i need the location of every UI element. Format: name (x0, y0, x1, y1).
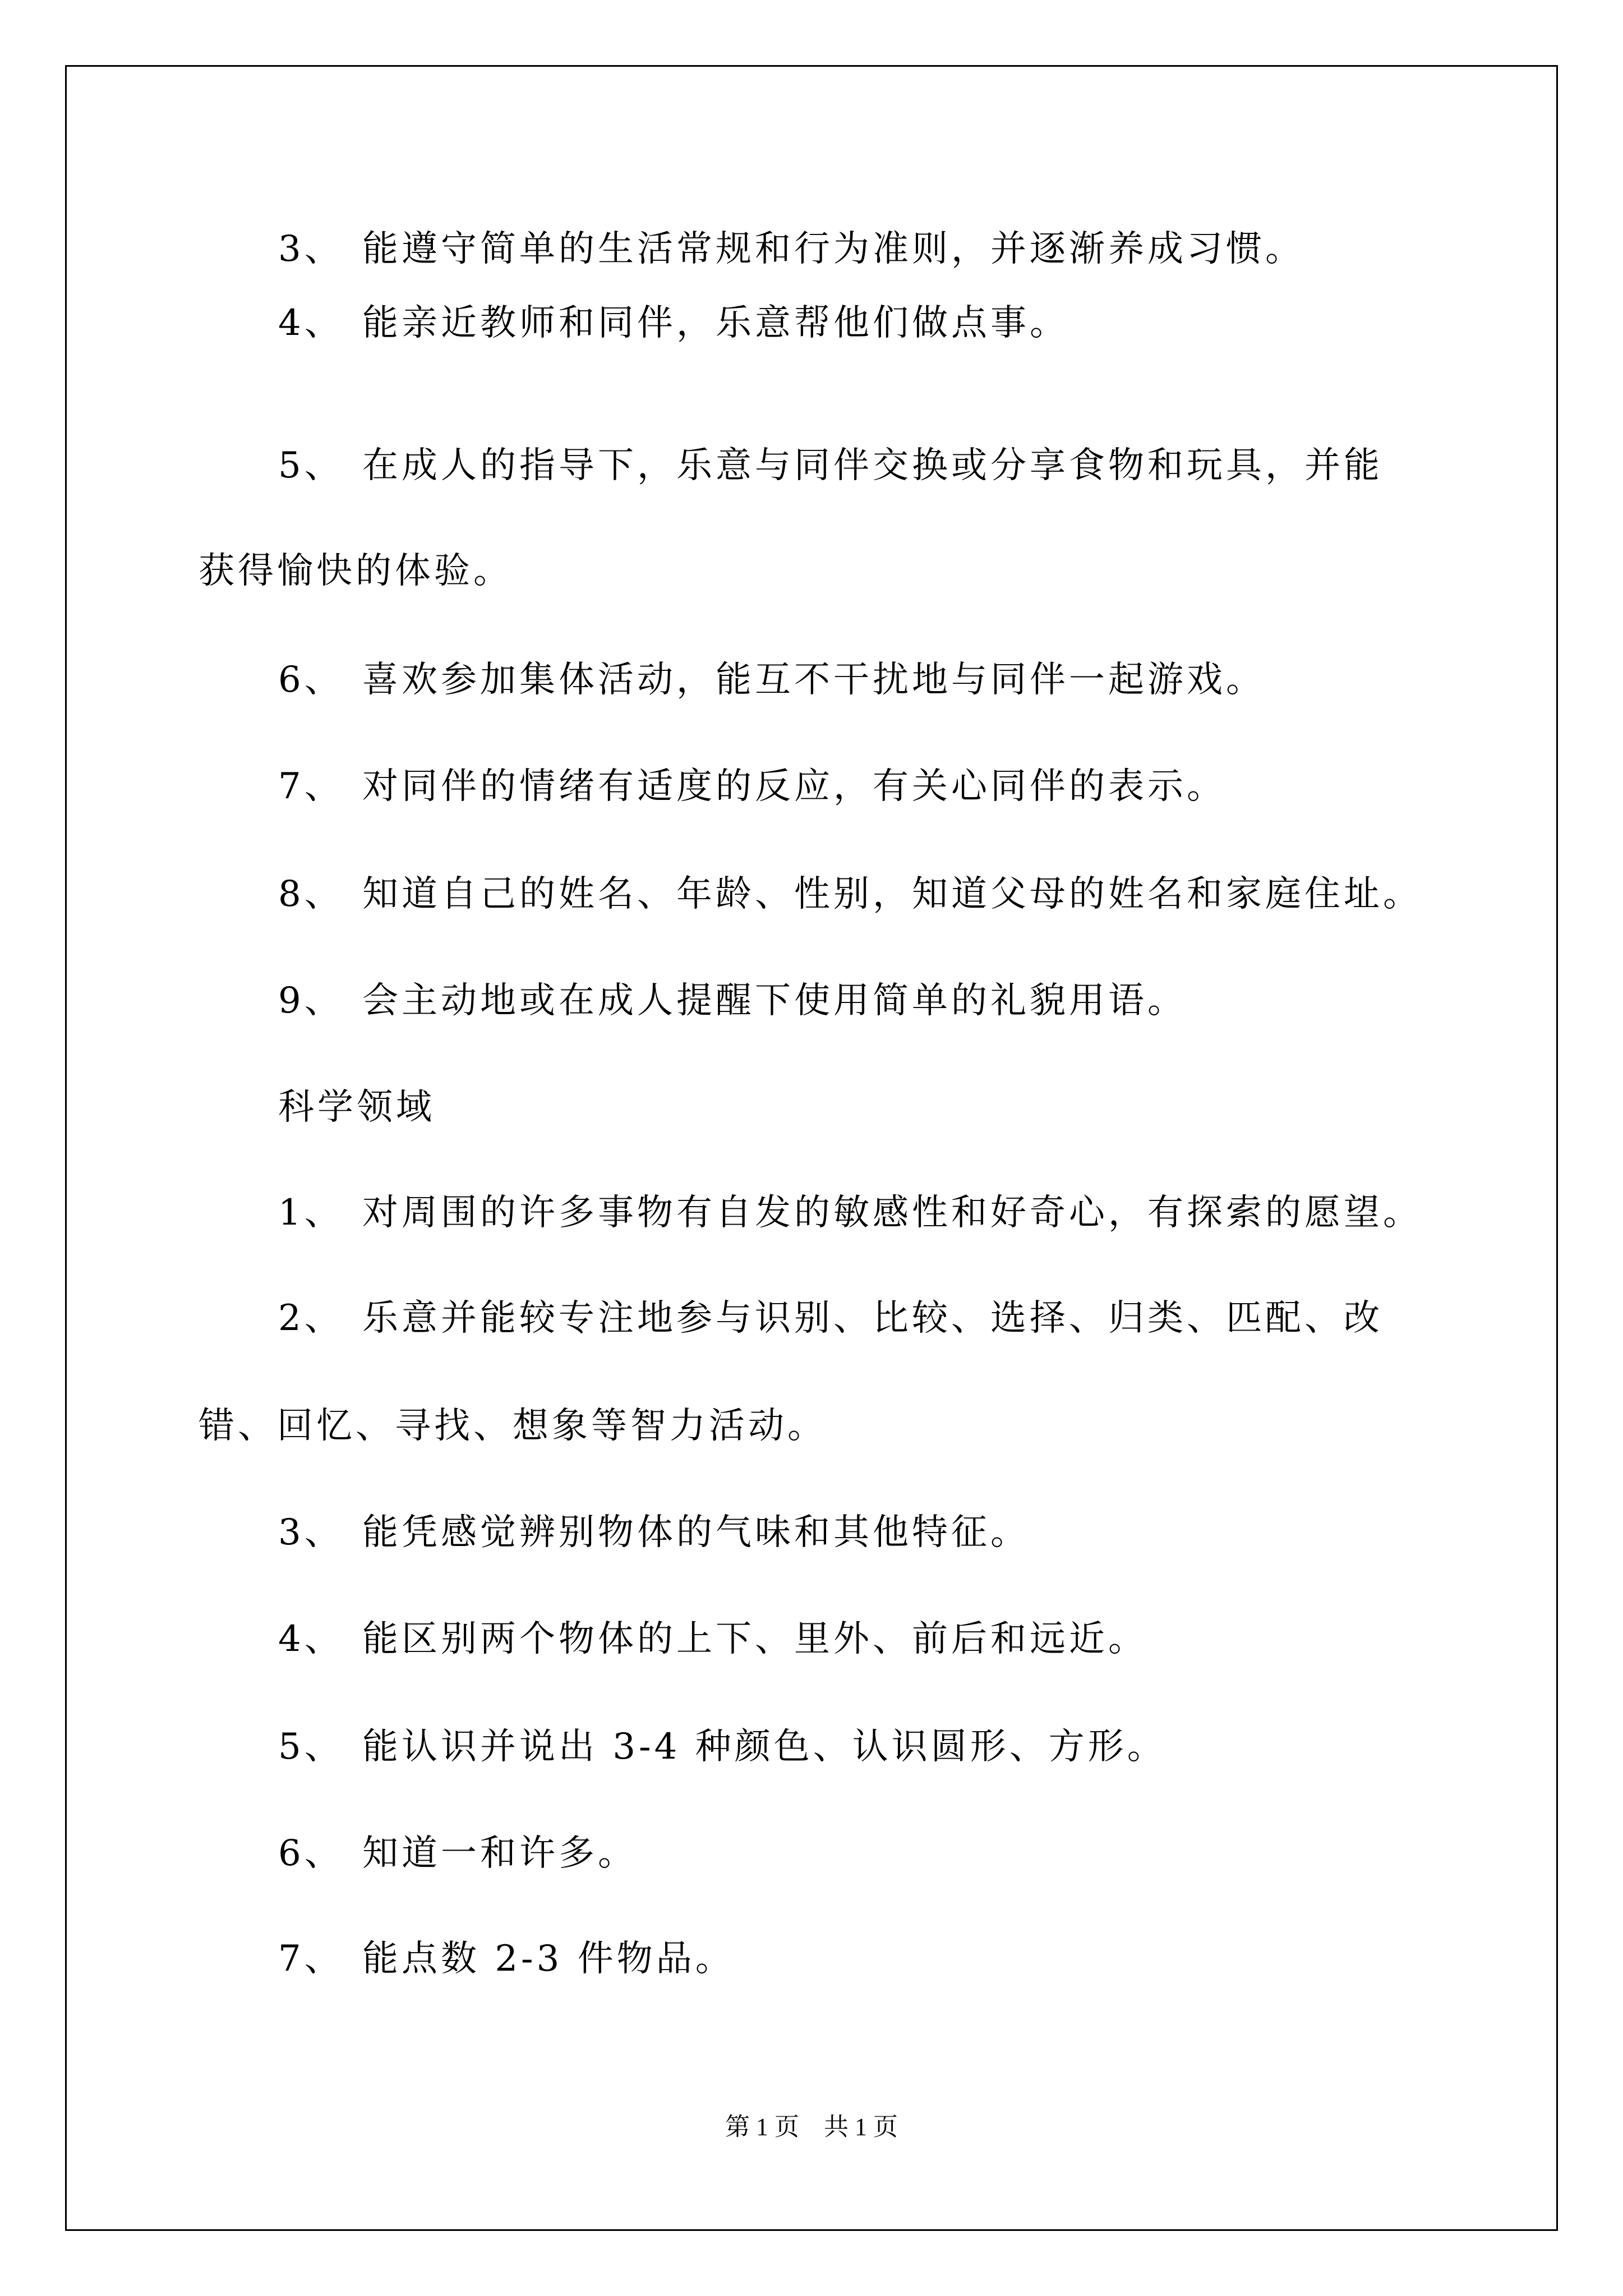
item-text: 能遵守简单的生活常规和行为准则，并逐渐养成习惯。 (362, 228, 1304, 270)
item-text: 知道自己的姓名、年龄、性别，知道父母的姓名和家庭住址。 (362, 873, 1422, 915)
list-item (278, 1297, 1383, 1339)
item-number: 8、 (278, 873, 344, 915)
list-item (278, 766, 1226, 807)
list-item-continuation (199, 550, 513, 592)
item-number: 4、 (278, 302, 344, 344)
item-number: 3、 (278, 228, 344, 270)
item-text: 能认识并说出 3-4 种颜色、认识圆形、方形。 (362, 1726, 1166, 1768)
list-item (278, 1726, 1166, 1768)
item-number: 4、 (278, 1618, 344, 1660)
section-heading-text: 科学领域 (278, 1087, 435, 1128)
list-item (278, 980, 1187, 1022)
page-footer: 第 1 页 共 1 页 (725, 2113, 898, 2141)
list-item (278, 659, 1265, 701)
item-text: 乐意并能较专注地参与识别、比较、选择、归类、匹配、改 (362, 1297, 1383, 1339)
section-heading (278, 1087, 435, 1128)
list-item (278, 1938, 735, 1980)
item-text: 会主动地或在成人提醒下使用简单的礼貌用语。 (362, 980, 1187, 1022)
item-number: 6、 (278, 659, 344, 701)
list-item (278, 1512, 1030, 1553)
item-number: 5、 (278, 445, 344, 486)
item-number: 7、 (278, 766, 344, 807)
item-number: 9、 (278, 980, 344, 1022)
item-number: 3、 (278, 1512, 344, 1553)
item-text: 对同伴的情绪有适度的反应，有关心同伴的表示。 (362, 766, 1226, 807)
item-number: 6、 (278, 1833, 344, 1874)
item-number: 1、 (278, 1192, 344, 1234)
list-item (278, 1618, 1147, 1660)
list-item (278, 445, 1383, 486)
item-text: 在成人的指导下，乐意与同伴交换或分享食物和玩具，并能 (362, 445, 1383, 486)
item-text: 能区别两个物体的上下、里外、前后和远近。 (362, 1618, 1147, 1660)
item-text: 能凭感觉辨别物体的气味和其他特征。 (362, 1512, 1030, 1553)
list-item (278, 302, 1069, 344)
list-item (278, 228, 1304, 270)
list-item (278, 1833, 637, 1874)
page-frame (65, 65, 1558, 2231)
item-number: 5、 (278, 1726, 344, 1768)
item-number: 7、 (278, 1938, 344, 1980)
item-text: 知道一和许多。 (362, 1833, 637, 1874)
item-number: 2、 (278, 1297, 344, 1339)
item-text: 能点数 2-3 件物品。 (362, 1938, 735, 1980)
item-text: 获得愉快的体验。 (199, 550, 513, 592)
list-item (278, 1192, 1422, 1234)
item-text: 错、回忆、寻找、想象等智力活动。 (199, 1405, 827, 1447)
list-item-continuation (199, 1405, 827, 1447)
item-text: 对周围的许多事物有自发的敏感性和好奇心，有探索的愿望。 (362, 1192, 1422, 1234)
item-text: 能亲近教师和同伴，乐意帮他们做点事。 (362, 302, 1069, 344)
list-item (278, 873, 1422, 915)
item-text: 喜欢参加集体活动，能互不干扰地与同伴一起游戏。 (362, 659, 1265, 701)
